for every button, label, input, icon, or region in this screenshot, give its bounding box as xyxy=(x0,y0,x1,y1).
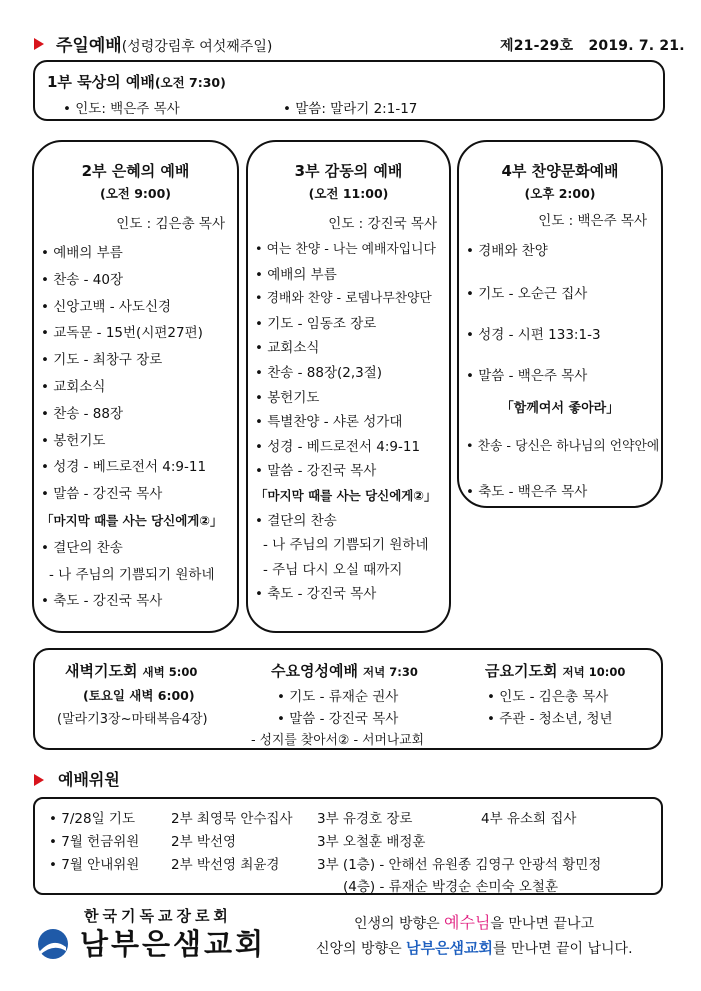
service2-title: 2부 은혜의 예배 xyxy=(81,162,190,180)
wed-title: 수요영성예배 xyxy=(271,662,358,680)
list-item: • 기도 - 임동조 장로 xyxy=(255,315,377,332)
service2-order xyxy=(41,240,222,615)
dawn-time: 새벽 5:00 xyxy=(142,665,198,679)
list-item: • 말씀 - 백은주 목사 xyxy=(466,368,588,384)
motto-highlight-church: 남부은샘교회 xyxy=(406,939,493,957)
dawn-heading xyxy=(65,660,197,681)
motto-text: 을 만나면 끝나고 xyxy=(490,916,594,932)
committee-3bu: 3부 유경호 장로 xyxy=(317,811,413,827)
list-item: • 말씀 - 강진국 목사 xyxy=(41,486,163,503)
list-item: • 경배와 찬양 xyxy=(466,243,548,259)
list-item: • 성경 - 베드로전서 4:9-11 xyxy=(41,459,207,476)
list-item: • 찬송 - 40장 xyxy=(41,271,124,288)
fri-heading xyxy=(485,660,625,681)
service4-time: (오후 2:00) xyxy=(524,186,596,201)
weekday-box xyxy=(33,648,663,750)
issue-number: 제21-29호 xyxy=(500,38,574,54)
service4-box xyxy=(457,140,663,508)
sermon-title: 「마지막 때를 사는 당신에게②」 xyxy=(41,512,223,528)
fri-time: 저녁 10:00 xyxy=(562,665,626,679)
list-item: • 예배의 부름 xyxy=(255,266,337,283)
list-item: • 결단의 찬송 xyxy=(255,512,337,529)
committee-2bu: 2부 최영묵 안수집사 xyxy=(171,811,293,827)
service1-box xyxy=(33,60,665,121)
service3-time: (오전 11:00) xyxy=(308,186,389,201)
dawn-title: 새벽기도회 xyxy=(65,662,138,680)
list-item: • 말씀 - 강진국 목사 xyxy=(277,711,399,727)
motto-text: 인생의 방향은 xyxy=(354,916,445,932)
service4-leader: 인도 : 백은주 목사 xyxy=(538,213,647,229)
header-arrow-icon xyxy=(34,38,44,50)
list-item: • 주관 - 청소년, 청년 xyxy=(487,711,613,727)
service2-leader: 인도 : 김은총 목사 xyxy=(116,216,225,232)
list-item: - 나 주님의 기쁨되기 원하네 xyxy=(263,537,429,554)
motto-text: 를 만나면 끝이 납니다. xyxy=(493,941,633,957)
service3-leader: 인도 : 강진국 목사 xyxy=(328,216,437,232)
list-item: • 기도 - 오순근 집사 xyxy=(466,286,588,302)
list-item: • 여는 찬양 - 나는 예배자입니다 xyxy=(255,242,436,257)
list-item: • 교독문 - 15번(시편27편) xyxy=(41,325,203,342)
list-item: • 찬송 - 당신은 하나님의 언약안에 xyxy=(466,439,660,454)
list-item: - 성지를 찾아서② - 서머나교회 xyxy=(251,733,424,748)
committee-4th-floor: (4층) - 류재순 박경순 손미숙 오철훈 xyxy=(343,879,558,895)
motto-text: 신앙의 방향은 xyxy=(316,941,407,957)
service2-time: (오전 9:00) xyxy=(99,186,172,201)
committee-2bu: 2부 박선영 최윤경 xyxy=(171,857,280,873)
list-item: • 경배와 찬양 - 로뎀나무찬양단 xyxy=(255,291,432,307)
list-item: • 축도 - 강진국 목사 xyxy=(41,593,163,610)
list-item: • 봉헌기도 xyxy=(41,432,106,449)
committee-title: 예배위원 xyxy=(58,770,120,789)
dawn-text: (말라기3장~마태복음4장) xyxy=(57,712,208,727)
list-item: - 주님 다시 오실 때까지 xyxy=(263,561,403,578)
page-title: 주일예배 xyxy=(56,36,122,56)
list-item: • 축도 - 강진국 목사 xyxy=(255,586,377,603)
service4-title: 4부 찬양문화예배 xyxy=(501,162,619,180)
list-item: • 찬송 - 88장(2,3절) xyxy=(255,364,383,381)
service3-order xyxy=(255,238,436,607)
list-item: - 나 주님의 기쁨되기 원하네 xyxy=(49,566,215,583)
wed-time: 저녁 7:30 xyxy=(363,665,418,679)
list-item: • 교회소식 xyxy=(255,340,320,357)
issue-date: 2019. 7. 21. xyxy=(588,38,685,54)
service1-sermon: • 말씀: 말라기 2:1-17 xyxy=(283,101,418,117)
committee-2bu: 2부 박선영 xyxy=(171,834,237,850)
page-header xyxy=(56,31,272,56)
list-item: • 결단의 찬송 xyxy=(41,539,123,556)
motto-line-1 xyxy=(354,910,594,933)
committee-label: • 7월 헌금위원 xyxy=(49,834,140,850)
list-item: • 특별찬양 - 샤론 성가대 xyxy=(255,414,403,431)
list-item: • 봉헌기도 xyxy=(255,389,320,406)
list-item: • 교회소식 xyxy=(41,378,106,395)
list-item: • 기도 - 최창구 장로 xyxy=(41,352,163,369)
list-item: • 축도 - 백은주 목사 xyxy=(466,484,588,500)
list-item: • 찬송 - 88장 xyxy=(41,405,124,422)
service1-title: 1부 묵상의 예배 xyxy=(47,73,155,91)
committee-3bu: 3부 오철훈 배정훈 xyxy=(317,834,426,850)
church-name: 남부은샘교회 xyxy=(80,927,267,961)
list-item: • 예배의 부름 xyxy=(41,245,123,261)
committee-label: • 7/28일 기도 xyxy=(49,811,135,827)
church-logo-icon xyxy=(36,927,70,961)
fri-title: 금요기도회 xyxy=(485,662,558,680)
wed-heading xyxy=(271,660,418,681)
service1-time: (오전 7:30) xyxy=(154,75,226,90)
sermon-title: 「마지막 때를 사는 당신에게②」 xyxy=(255,487,437,503)
list-item: • 성경 - 베드로전서 4:9-11 xyxy=(255,438,421,455)
committee-label: • 7월 안내위원 xyxy=(49,857,140,873)
sermon-title: 「함께여서 좋아라」 xyxy=(500,401,620,416)
service2-box xyxy=(32,140,239,633)
motto-line-2 xyxy=(316,937,633,958)
committee-4bu: 4부 유소희 집사 xyxy=(481,811,577,827)
list-item: • 기도 - 류재순 권사 xyxy=(277,689,399,705)
committee-box xyxy=(33,797,663,895)
motto-highlight-jesus: 예수님 xyxy=(444,913,491,932)
list-item: • 신앙고백 - 사도신경 xyxy=(41,298,172,315)
committee-arrow-icon xyxy=(34,774,44,786)
denomination: 한국기독교장로회 xyxy=(84,907,232,925)
list-item: • 말씀 - 강진국 목사 xyxy=(255,463,377,480)
list-item: • 성경 - 시편 133:1-3 xyxy=(466,327,601,343)
service3-box xyxy=(246,140,451,633)
issue-info xyxy=(500,35,685,55)
service3-title: 3부 감동의 예배 xyxy=(294,162,403,180)
dawn-saturday: (토요일 새벽 6:00) xyxy=(83,688,195,703)
list-item: • 인도 - 김은총 목사 xyxy=(487,689,609,705)
page-subtitle: (성령강림후 여섯째주일) xyxy=(121,39,273,55)
committee-3bu: 3부 (1층) - 안해선 유원종 김영구 안광석 황민정 xyxy=(317,857,602,873)
service1-leader: • 인도: 백은주 목사 xyxy=(63,101,180,117)
